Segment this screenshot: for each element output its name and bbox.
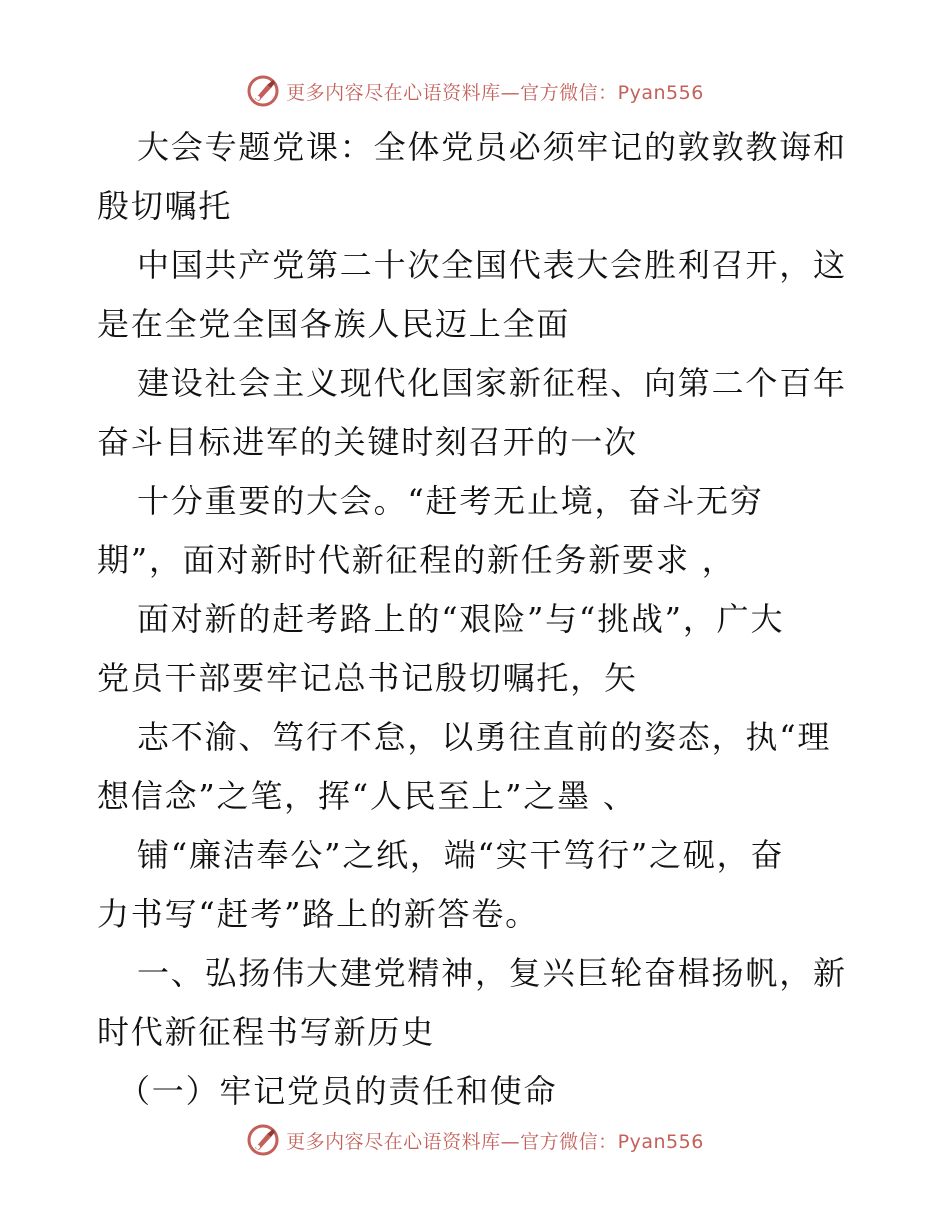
footer-watermark [0,1120,950,1160]
text-line: 奋斗目标进军的关键时刻召开的一次 [97,423,638,461]
text-line: 面对新的赶考路上的“艰险”与“挑战”，广大 [137,600,785,638]
document-body [0,118,950,1121]
text-line: 志不渝、笃行不怠，以勇往直前的姿态，执“理 [137,718,832,756]
text-line: 是在全党全国各族人民迈上全面 [97,305,571,343]
text-line: 想信念”之笔，挥“人民至上”之墨 、 [97,777,637,815]
text-line: 建设社会主义现代化国家新征程、向第二个百年 [137,364,847,402]
section-heading: 一、弘扬伟大建党精神，复兴巨轮奋楫扬帆，新 [137,954,847,992]
text-line: 殷切嘱托 [97,187,233,225]
text-line: 大会专题党课：全体党员必须牢记的敦敦教诲和 [137,128,847,166]
watermark-text: 更多内容尽在心语资料库—官方微信：Pyan556 [286,81,704,104]
pen-nib-logo-icon [246,1123,280,1157]
watermark-text: 更多内容尽在心语资料库—官方微信：Pyan556 [286,1130,704,1153]
pen-nib-logo-icon [246,74,280,108]
text-line: 十分重要的大会。“赶考无止境，奋斗无穷 [137,482,764,520]
section-heading: 时代新征程书写新历史 [97,1013,436,1051]
text-line: 党员干部要牢记总书记殷切嘱托，矢 [97,659,638,697]
text-line: 期”，面对新时代新征程的新任务新要求 ， [97,541,736,579]
text-line: 力书写“赶考”路上的新答卷。 [97,895,539,933]
subsection-heading: （一）牢记党员的责任和使命 [118,1072,558,1110]
text-line: 铺“廉洁奉公”之纸，端“实干笃行”之砚，奋 [137,836,785,874]
text-line: 中国共产党第二十次全国代表大会胜利召开，这 [137,246,847,284]
header-watermark [0,71,950,111]
